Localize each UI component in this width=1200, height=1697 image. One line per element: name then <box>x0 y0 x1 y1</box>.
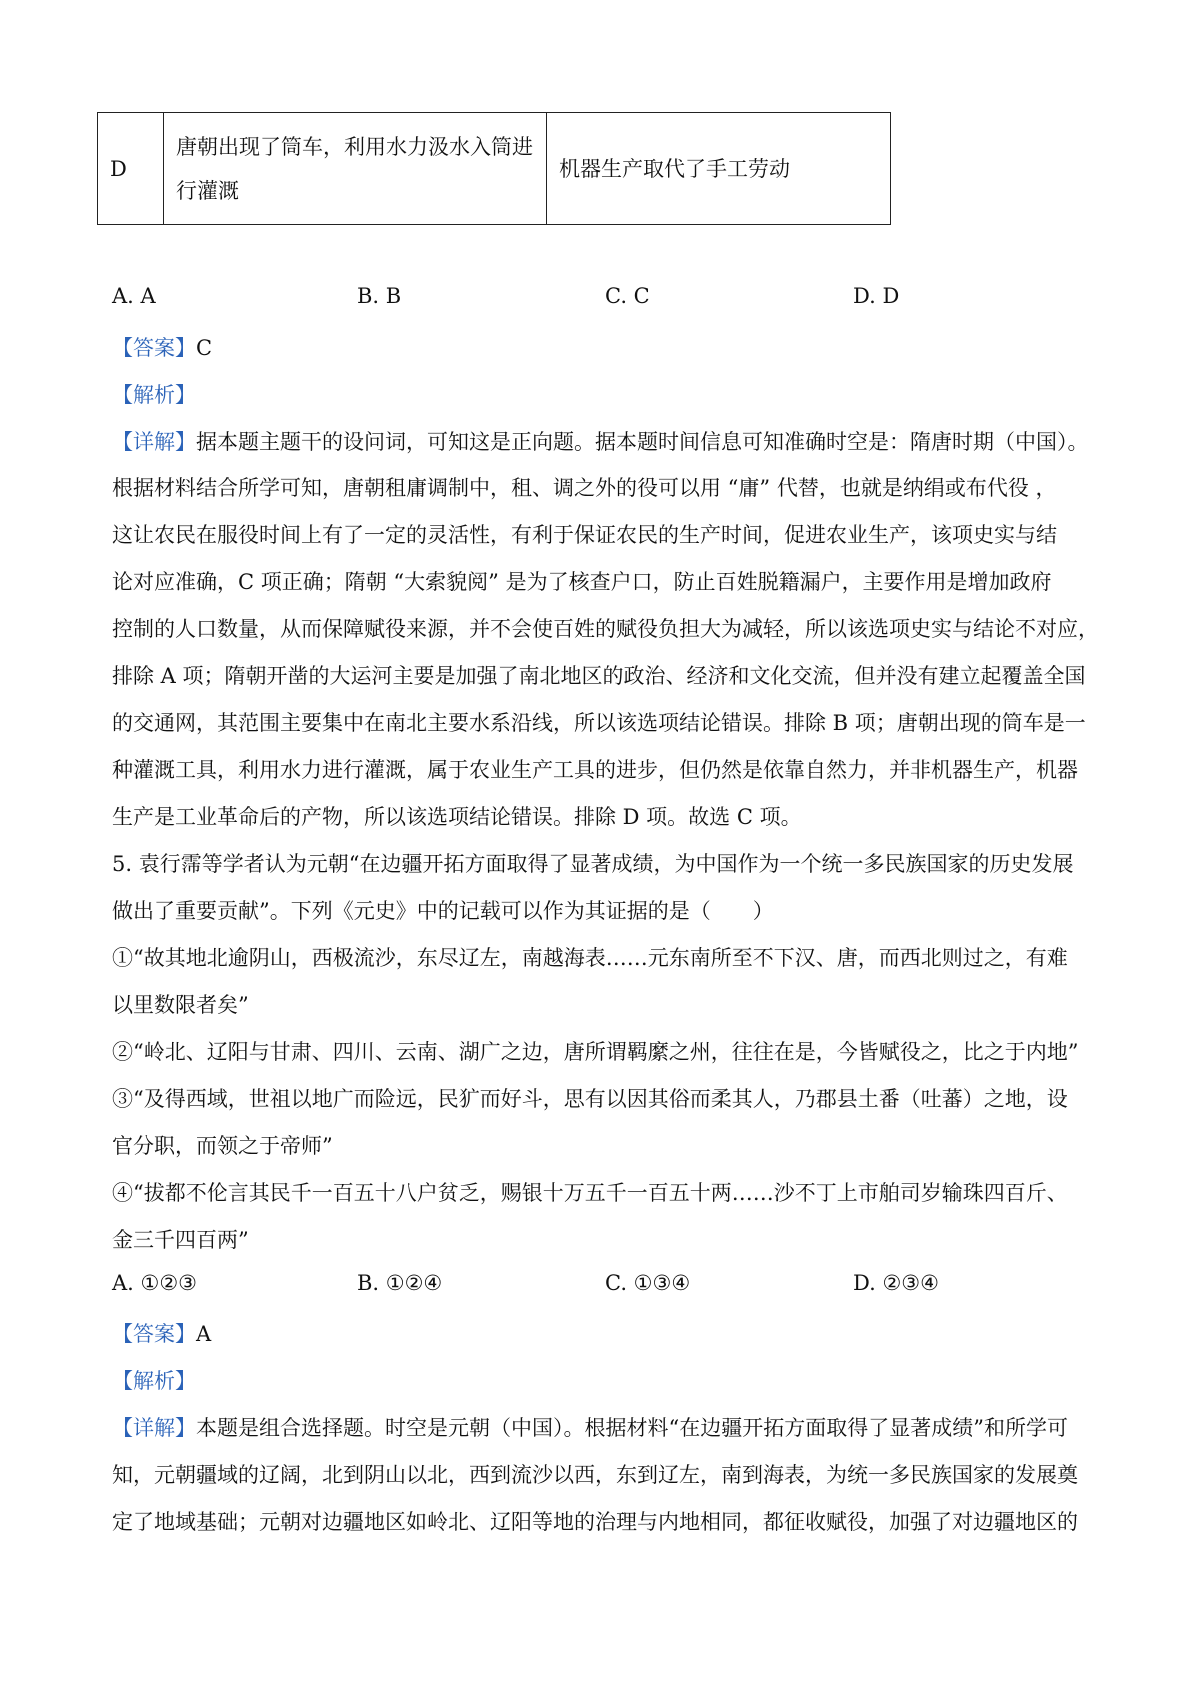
options-table <box>97 112 891 225</box>
q4-detail-line: 种灌溉工具，利用水力进行灌溉，属于农业生产工具的进步，但仍然是依靠自然力，并非机器生产，机器 <box>112 758 1078 782</box>
q4-detail-line: 【详解】据本题主题干的设问词，可知这是正向题。据本题时间信息可知准确时空是：隋唐时期（中国）。 <box>112 430 1089 454</box>
q4-answer <box>112 332 212 362</box>
q5-answer <box>112 1318 211 1348</box>
q5-item-line: ④“拔都不伦言其民千一百五十八户贫乏，赐银十万五千一百五十两……沙不丁上市舶司岁输珠四百斤、 <box>112 1181 1068 1205</box>
historical-fact-cell: 唐朝出现了筒车，利用水力汲水入筒进行灌溉 <box>164 113 547 225</box>
q4-detail-line: 排除 A 项；隋朝开凿的大运河主要是加强了南北地区的政治、经济和文化交流，但并没有建立起覆盖全国 <box>112 664 1086 688</box>
q5-item-line: 以里数限者矣” <box>112 993 249 1017</box>
q4-analysis-tag: 【解析】 <box>112 383 196 407</box>
answer-value: C <box>196 336 213 360</box>
q5-stem-line: 做出了重要贡献”。下列《元史》中的记载可以作为其证据的是（ ） <box>112 899 774 923</box>
q4-detail-line: 生产是工业革命后的产物，所以该选项结论错误。排除 D 项。故选 C 项。 <box>112 805 802 829</box>
choice-c: C. ①③④ <box>605 1271 691 1295</box>
answer-value: A <box>196 1322 212 1346</box>
choice-d: D. ②③④ <box>853 1271 939 1295</box>
detail-tag: 【详解】 <box>112 1416 196 1440</box>
q5-detail-line: 【详解】本题是组合选择题。时空是元朝（中国）。根据材料“在边疆开拓方面取得了显著成绩”和所学可 <box>112 1416 1068 1440</box>
q5-detail-line: 知，元朝疆域的辽阔，北到阴山以北，西到流沙以西，东到辽左，南到海表，为统一多民族国家的发展奠 <box>112 1463 1078 1487</box>
q5-detail-line: 定了地域基础；元朝对边疆地区如岭北、辽阳等地的治理与内地相同，都征收赋役，加强了对边疆地区的 <box>112 1510 1078 1534</box>
q4-detail-line: 的交通网，其范围主要集中在南北主要水系沿线，所以该选项结论错误。排除 B 项；唐朝出现的筒车是一 <box>112 711 1086 735</box>
q5-item-line: 官分职，而领之于帝师” <box>112 1134 333 1158</box>
option-letter-cell: D <box>98 113 164 225</box>
choice-b: B. ①②④ <box>357 1271 443 1295</box>
q5-item-line: ②“岭北、辽阳与甘肃、四川、云南、湖广之边，唐所谓羁縻之州，往往在是，今皆赋役之，比之于内地” <box>112 1040 1079 1064</box>
q5-item-line: ③“及得西域，世祖以地广而险远，民犷而好斗，思有以因其俗而柔其人，乃郡县土番（吐蕃）之地，设 <box>112 1087 1068 1111</box>
table-row <box>98 113 891 225</box>
q4-detail-line: 论对应准确，C 项正确；隋朝 “大索貌阅” 是为了核查户口，防止百姓脱籍漏户，主要作用是增加政府 <box>112 570 1052 594</box>
choice-a: A. A <box>112 284 156 308</box>
q4-detail-line: 控制的人口数量，从而保障赋役来源，并不会使百姓的赋役负担大为减轻，所以该选项史实与结论不对应， <box>112 617 1099 641</box>
q5-stem-line: 5. 袁行霈等学者认为元朝“在边疆开拓方面取得了显著成绩，为中国作为一个统一多民族国家的历史发展 <box>112 852 1074 876</box>
answer-tag: 【答案】 <box>112 1322 196 1346</box>
choice-a: A. ①②③ <box>112 1271 197 1295</box>
choice-d: D. D <box>853 284 900 308</box>
conclusion-cell: 机器生产取代了手工劳动 <box>547 113 891 225</box>
choice-c: C. C <box>605 284 650 308</box>
q5-analysis-tag: 【解析】 <box>112 1369 196 1393</box>
q4-detail-line: 根据材料结合所学可知，唐朝租庸调制中，租、调之外的役可以用 “庸” 代替，也就是纳绢或布代役 ， <box>112 476 1057 500</box>
choice-b: B. B <box>357 284 402 308</box>
detail-tag: 【详解】 <box>112 430 196 454</box>
q4-detail-line: 这让农民在服役时间上有了一定的灵活性，有利于保证农民的生产时间，促进农业生产，该项史实与结 <box>112 523 1057 547</box>
q5-item-line: ①“故其地北逾阴山，西极流沙，东尽辽左，南越海表……元东南所至不下汉、唐，而西北则过之，有难 <box>112 946 1068 970</box>
q5-item-line: 金三千四百两” <box>112 1228 249 1252</box>
answer-tag: 【答案】 <box>112 336 196 360</box>
